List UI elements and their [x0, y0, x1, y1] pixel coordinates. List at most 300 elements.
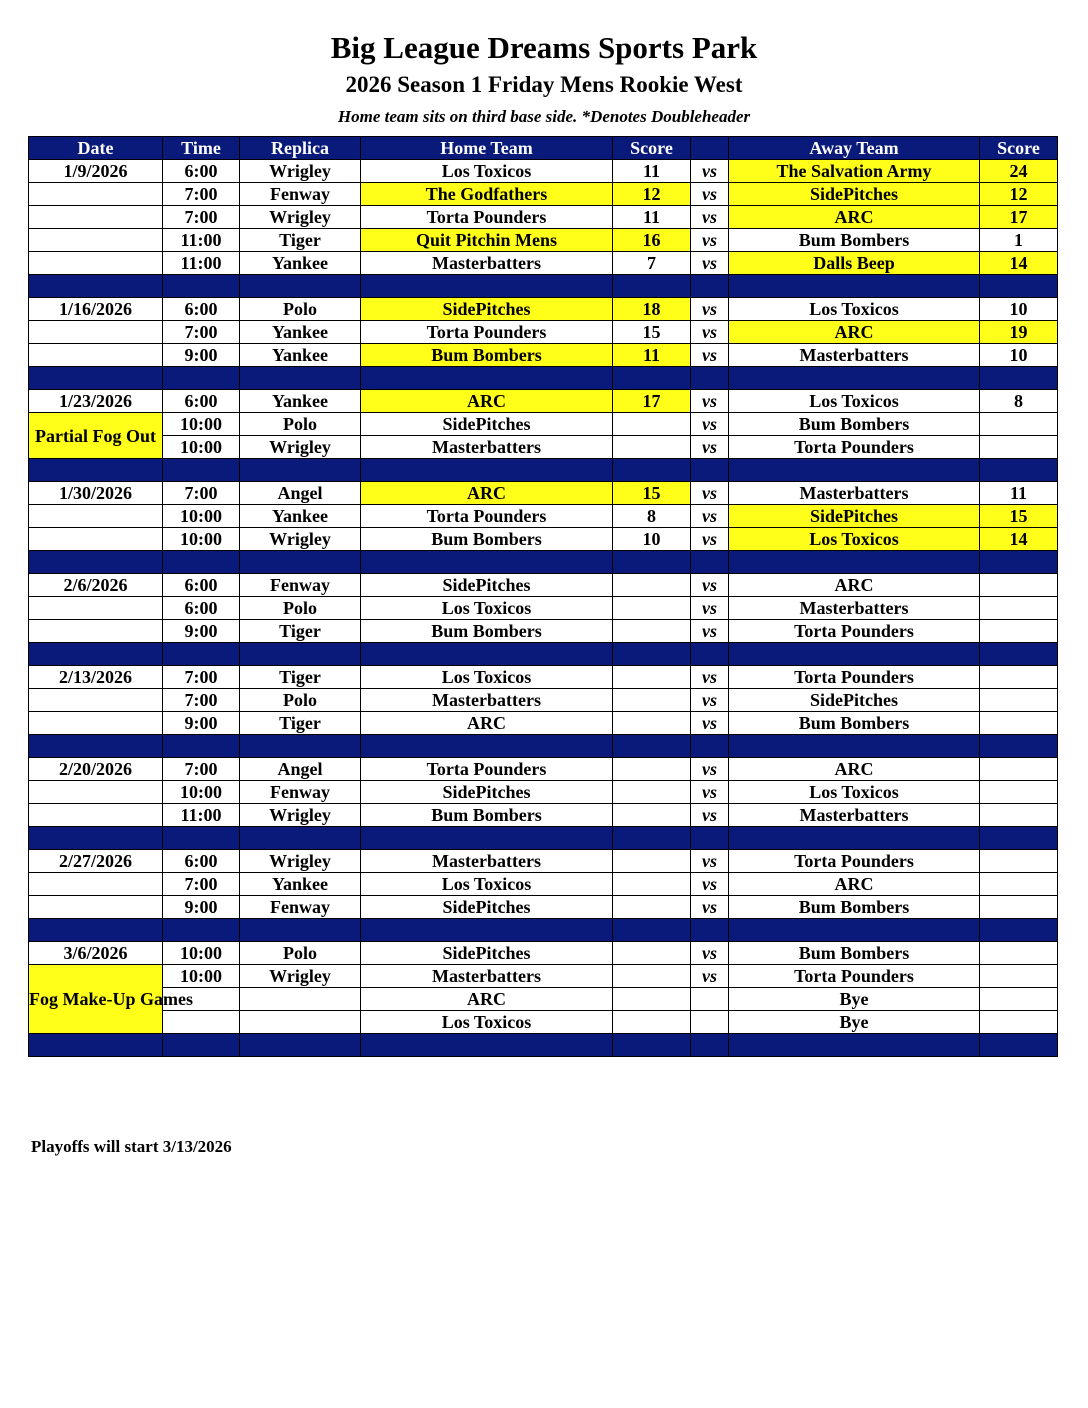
game-row	[29, 942, 1058, 965]
away-score	[980, 689, 1058, 712]
separator-cell	[29, 827, 163, 850]
game-time: 7:00	[163, 873, 240, 896]
home-team: Torta Pounders	[361, 505, 613, 528]
game-replica: Yankee	[240, 344, 361, 367]
away-team: Bum Bombers	[729, 712, 980, 735]
separator-cell	[613, 551, 691, 574]
game-replica: Wrigley	[240, 965, 361, 988]
home-score	[613, 1011, 691, 1034]
away-score	[980, 620, 1058, 643]
footer-note: Playoffs will start 3/13/2026	[31, 1137, 232, 1156]
game-time: 9:00	[163, 620, 240, 643]
separator-cell	[163, 643, 240, 666]
vs-label: vs	[691, 781, 729, 804]
separator-cell	[361, 827, 613, 850]
game-date-empty	[29, 206, 163, 229]
away-team: ARC	[729, 574, 980, 597]
away-team: The Salvation Army	[729, 160, 980, 183]
game-date-empty	[29, 252, 163, 275]
away-score	[980, 988, 1058, 1011]
game-replica: Angel	[240, 758, 361, 781]
away-score	[980, 804, 1058, 827]
home-score: 12	[613, 183, 691, 206]
home-team: Bum Bombers	[361, 804, 613, 827]
week-separator-row	[29, 551, 1058, 574]
separator-cell	[29, 367, 163, 390]
home-score	[613, 965, 691, 988]
home-team: Masterbatters	[361, 436, 613, 459]
game-replica: Wrigley	[240, 528, 361, 551]
separator-cell	[980, 827, 1058, 850]
away-score	[980, 781, 1058, 804]
game-replica: Tiger	[240, 229, 361, 252]
game-row	[29, 252, 1058, 275]
separator-cell	[691, 367, 729, 390]
game-row	[29, 206, 1058, 229]
game-time: 7:00	[163, 758, 240, 781]
away-team: Bum Bombers	[729, 229, 980, 252]
separator-cell	[980, 1034, 1058, 1057]
away-team: SidePitches	[729, 183, 980, 206]
separator-cell	[163, 275, 240, 298]
away-team: Bum Bombers	[729, 896, 980, 919]
game-row	[29, 436, 1058, 459]
game-time: 6:00	[163, 390, 240, 413]
away-team: Masterbatters	[729, 804, 980, 827]
home-score: 16	[613, 229, 691, 252]
home-team: Bum Bombers	[361, 620, 613, 643]
game-time: 6:00	[163, 298, 240, 321]
away-team: Los Toxicos	[729, 298, 980, 321]
game-replica: Angel	[240, 482, 361, 505]
game-date: 1/9/2026	[29, 160, 163, 183]
away-team: Masterbatters	[729, 482, 980, 505]
game-date-empty	[29, 712, 163, 735]
game-row	[29, 390, 1058, 413]
home-score	[613, 873, 691, 896]
game-replica: Polo	[240, 689, 361, 712]
home-team: Los Toxicos	[361, 873, 613, 896]
game-date-empty	[29, 896, 163, 919]
game-replica: Tiger	[240, 620, 361, 643]
vs-label: vs	[691, 252, 729, 275]
home-score	[613, 436, 691, 459]
separator-cell	[163, 735, 240, 758]
vs-label: vs	[691, 850, 729, 873]
game-replica: Polo	[240, 597, 361, 620]
game-row	[29, 160, 1058, 183]
home-score	[613, 781, 691, 804]
home-score: 11	[613, 344, 691, 367]
game-row	[29, 620, 1058, 643]
game-date: 2/20/2026	[29, 758, 163, 781]
away-team: Torta Pounders	[729, 666, 980, 689]
game-date: 1/23/2026	[29, 390, 163, 413]
separator-cell	[729, 275, 980, 298]
home-team: Quit Pitchin Mens	[361, 229, 613, 252]
vs-label: vs	[691, 298, 729, 321]
separator-cell	[691, 735, 729, 758]
separator-cell	[240, 735, 361, 758]
separator-cell	[980, 919, 1058, 942]
game-row	[29, 896, 1058, 919]
separator-cell	[163, 827, 240, 850]
separator-cell	[240, 827, 361, 850]
home-score: 7	[613, 252, 691, 275]
week-separator-row	[29, 275, 1058, 298]
game-date: 2/6/2026	[29, 574, 163, 597]
game-row	[29, 321, 1058, 344]
vs-label: vs	[691, 505, 729, 528]
away-score: 14	[980, 528, 1058, 551]
home-score	[613, 942, 691, 965]
game-time: 7:00	[163, 183, 240, 206]
separator-cell	[163, 367, 240, 390]
vs-label: vs	[691, 758, 729, 781]
separator-cell	[29, 735, 163, 758]
home-team: Masterbatters	[361, 689, 613, 712]
game-row	[29, 666, 1058, 689]
home-score: 17	[613, 390, 691, 413]
separator-cell	[163, 459, 240, 482]
separator-cell	[613, 275, 691, 298]
home-team: SidePitches	[361, 413, 613, 436]
home-team: Masterbatters	[361, 252, 613, 275]
vs-label: vs	[691, 620, 729, 643]
game-row	[29, 689, 1058, 712]
game-row	[29, 298, 1058, 321]
game-replica: Wrigley	[240, 436, 361, 459]
home-team: Los Toxicos	[361, 666, 613, 689]
schedule-table	[28, 136, 1058, 1057]
game-replica: Polo	[240, 942, 361, 965]
separator-cell	[980, 367, 1058, 390]
home-score	[613, 597, 691, 620]
away-team: ARC	[729, 758, 980, 781]
away-score	[980, 712, 1058, 735]
away-score	[980, 942, 1058, 965]
vs-label: vs	[691, 666, 729, 689]
separator-cell	[29, 919, 163, 942]
vs-label: vs	[691, 206, 729, 229]
away-score: 11	[980, 482, 1058, 505]
game-replica: Polo	[240, 298, 361, 321]
game-time: 10:00	[163, 413, 240, 436]
home-team: SidePitches	[361, 896, 613, 919]
week-separator-row	[29, 827, 1058, 850]
game-row	[29, 505, 1058, 528]
week-separator-row	[29, 643, 1058, 666]
game-replica: Wrigley	[240, 206, 361, 229]
separator-cell	[240, 643, 361, 666]
home-team: ARC	[361, 390, 613, 413]
game-row	[29, 344, 1058, 367]
vs-label: vs	[691, 597, 729, 620]
home-score: 15	[613, 482, 691, 505]
away-score	[980, 436, 1058, 459]
away-score	[980, 965, 1058, 988]
vs-label: vs	[691, 528, 729, 551]
vs-label: vs	[691, 712, 729, 735]
page-note: Home team sits on third base side. *Denotes Doubleheader	[337, 107, 751, 126]
header-home-team: Home Team	[361, 137, 613, 160]
game-time: 9:00	[163, 896, 240, 919]
away-team: Bum Bombers	[729, 413, 980, 436]
header-away-team: Away Team	[729, 137, 980, 160]
separator-cell	[29, 551, 163, 574]
separator-cell	[980, 551, 1058, 574]
game-row	[29, 712, 1058, 735]
separator-cell	[691, 827, 729, 850]
separator-cell	[240, 1034, 361, 1057]
separator-cell	[729, 919, 980, 942]
game-date-empty	[29, 229, 163, 252]
game-replica: Fenway	[240, 896, 361, 919]
separator-cell	[613, 735, 691, 758]
vs-label	[691, 988, 729, 1011]
game-row	[29, 574, 1058, 597]
away-score: 14	[980, 252, 1058, 275]
separator-cell	[361, 275, 613, 298]
separator-cell	[163, 551, 240, 574]
game-date: 2/13/2026	[29, 666, 163, 689]
game-row	[29, 482, 1058, 505]
separator-cell	[691, 459, 729, 482]
separator-cell	[729, 551, 980, 574]
home-score	[613, 712, 691, 735]
game-date-empty	[29, 804, 163, 827]
game-date-empty	[29, 183, 163, 206]
away-score: 24	[980, 160, 1058, 183]
home-team: ARC	[361, 988, 613, 1011]
away-score	[980, 1011, 1058, 1034]
separator-cell	[691, 643, 729, 666]
game-replica: Tiger	[240, 712, 361, 735]
page-subtitle: 2026 Season 1 Friday Mens Rookie West	[345, 72, 743, 97]
game-date: 2/27/2026	[29, 850, 163, 873]
game-time: 6:00	[163, 597, 240, 620]
separator-cell	[613, 919, 691, 942]
game-replica: Yankee	[240, 505, 361, 528]
game-row	[29, 1011, 1058, 1034]
separator-cell	[729, 735, 980, 758]
home-team: ARC	[361, 482, 613, 505]
game-time: 7:00	[163, 206, 240, 229]
game-date-empty	[29, 344, 163, 367]
header-replica: Replica	[240, 137, 361, 160]
away-team: Los Toxicos	[729, 390, 980, 413]
away-team: Masterbatters	[729, 344, 980, 367]
page-title: Big League Dreams Sports Park	[330, 30, 758, 65]
separator-cell	[613, 367, 691, 390]
away-score	[980, 413, 1058, 436]
game-time: 7:00	[163, 482, 240, 505]
home-team: Masterbatters	[361, 965, 613, 988]
game-time: 10:00	[163, 965, 240, 988]
game-time: 6:00	[163, 850, 240, 873]
game-replica: Yankee	[240, 873, 361, 896]
separator-cell	[29, 275, 163, 298]
game-date-empty	[29, 528, 163, 551]
game-date-empty	[29, 873, 163, 896]
home-score	[613, 896, 691, 919]
game-row	[29, 528, 1058, 551]
separator-cell	[361, 643, 613, 666]
game-time: 10:00	[163, 942, 240, 965]
away-score	[980, 758, 1058, 781]
game-replica: Wrigley	[240, 804, 361, 827]
separator-cell	[980, 643, 1058, 666]
separator-cell	[980, 275, 1058, 298]
home-score	[613, 413, 691, 436]
header-date: Date	[29, 137, 163, 160]
game-row	[29, 183, 1058, 206]
separator-cell	[29, 459, 163, 482]
home-score: 18	[613, 298, 691, 321]
home-team: SidePitches	[361, 298, 613, 321]
game-date-empty	[29, 620, 163, 643]
home-score: 15	[613, 321, 691, 344]
separator-cell	[29, 643, 163, 666]
header-vs	[691, 137, 729, 160]
home-score	[613, 666, 691, 689]
home-team: Los Toxicos	[361, 597, 613, 620]
header-time: Time	[163, 137, 240, 160]
home-score: 11	[613, 160, 691, 183]
vs-label: vs	[691, 482, 729, 505]
game-date-empty	[29, 689, 163, 712]
game-replica: Yankee	[240, 321, 361, 344]
vs-label: vs	[691, 390, 729, 413]
home-team: SidePitches	[361, 942, 613, 965]
game-time: 11:00	[163, 229, 240, 252]
home-team: Torta Pounders	[361, 321, 613, 344]
game-replica	[240, 988, 361, 1011]
away-team: Bum Bombers	[729, 942, 980, 965]
separator-cell	[980, 459, 1058, 482]
separator-cell	[361, 459, 613, 482]
vs-label: vs	[691, 413, 729, 436]
away-score: 10	[980, 298, 1058, 321]
separator-cell	[613, 1034, 691, 1057]
game-replica: Wrigley	[240, 160, 361, 183]
separator-cell	[691, 919, 729, 942]
header-away-score: Score	[980, 137, 1058, 160]
home-team: Bum Bombers	[361, 528, 613, 551]
separator-cell	[613, 459, 691, 482]
game-date: 3/6/2026	[29, 942, 163, 965]
separator-cell	[691, 551, 729, 574]
away-score	[980, 873, 1058, 896]
separator-cell	[691, 1034, 729, 1057]
game-replica	[240, 1011, 361, 1034]
away-score: 8	[980, 390, 1058, 413]
game-row	[29, 413, 1058, 436]
away-score: 1	[980, 229, 1058, 252]
separator-cell	[361, 551, 613, 574]
away-team: SidePitches	[729, 505, 980, 528]
vs-label: vs	[691, 321, 729, 344]
game-replica: Yankee	[240, 390, 361, 413]
away-score	[980, 850, 1058, 873]
away-score: 15	[980, 505, 1058, 528]
separator-cell	[29, 1034, 163, 1057]
game-row	[29, 850, 1058, 873]
home-team: Bum Bombers	[361, 344, 613, 367]
home-team: Los Toxicos	[361, 1011, 613, 1034]
game-time: 10:00	[163, 436, 240, 459]
game-time: 11:00	[163, 252, 240, 275]
home-score: 11	[613, 206, 691, 229]
away-score: 17	[980, 206, 1058, 229]
game-row	[29, 965, 1058, 988]
home-team: ARC	[361, 712, 613, 735]
away-team: Los Toxicos	[729, 528, 980, 551]
vs-label: vs	[691, 436, 729, 459]
home-score	[613, 620, 691, 643]
home-score: 8	[613, 505, 691, 528]
vs-label: vs	[691, 804, 729, 827]
game-date-empty	[29, 597, 163, 620]
week-note: Partial Fog Out	[29, 413, 163, 459]
home-team: Los Toxicos	[361, 160, 613, 183]
separator-cell	[729, 827, 980, 850]
game-replica: Polo	[240, 413, 361, 436]
game-date-empty	[29, 781, 163, 804]
separator-cell	[361, 735, 613, 758]
separator-cell	[729, 367, 980, 390]
week-separator-row	[29, 459, 1058, 482]
game-row	[29, 597, 1058, 620]
separator-cell	[240, 367, 361, 390]
game-time: 9:00	[163, 712, 240, 735]
game-row	[29, 758, 1058, 781]
game-date: 1/16/2026	[29, 298, 163, 321]
home-team: Masterbatters	[361, 850, 613, 873]
game-row	[29, 873, 1058, 896]
game-replica: Wrigley	[240, 850, 361, 873]
away-team: Bye	[729, 988, 980, 1011]
game-replica: Fenway	[240, 781, 361, 804]
week-note: Fog Make-Up Games	[29, 965, 163, 1034]
away-team: Los Toxicos	[729, 781, 980, 804]
game-replica: Tiger	[240, 666, 361, 689]
home-team: Torta Pounders	[361, 758, 613, 781]
game-date-empty	[29, 505, 163, 528]
game-time: 6:00	[163, 160, 240, 183]
separator-cell	[240, 919, 361, 942]
week-separator-row	[29, 1034, 1058, 1057]
header-home-score: Score	[613, 137, 691, 160]
home-score	[613, 850, 691, 873]
home-score	[613, 804, 691, 827]
separator-cell	[361, 919, 613, 942]
vs-label: vs	[691, 689, 729, 712]
away-team: ARC	[729, 321, 980, 344]
home-score	[613, 574, 691, 597]
away-score	[980, 574, 1058, 597]
separator-cell	[240, 551, 361, 574]
vs-label: vs	[691, 896, 729, 919]
separator-cell	[729, 1034, 980, 1057]
game-replica: Fenway	[240, 574, 361, 597]
vs-label	[691, 1011, 729, 1034]
week-separator-row	[29, 367, 1058, 390]
away-team: Torta Pounders	[729, 965, 980, 988]
home-team: SidePitches	[361, 574, 613, 597]
separator-cell	[729, 643, 980, 666]
away-team: SidePitches	[729, 689, 980, 712]
